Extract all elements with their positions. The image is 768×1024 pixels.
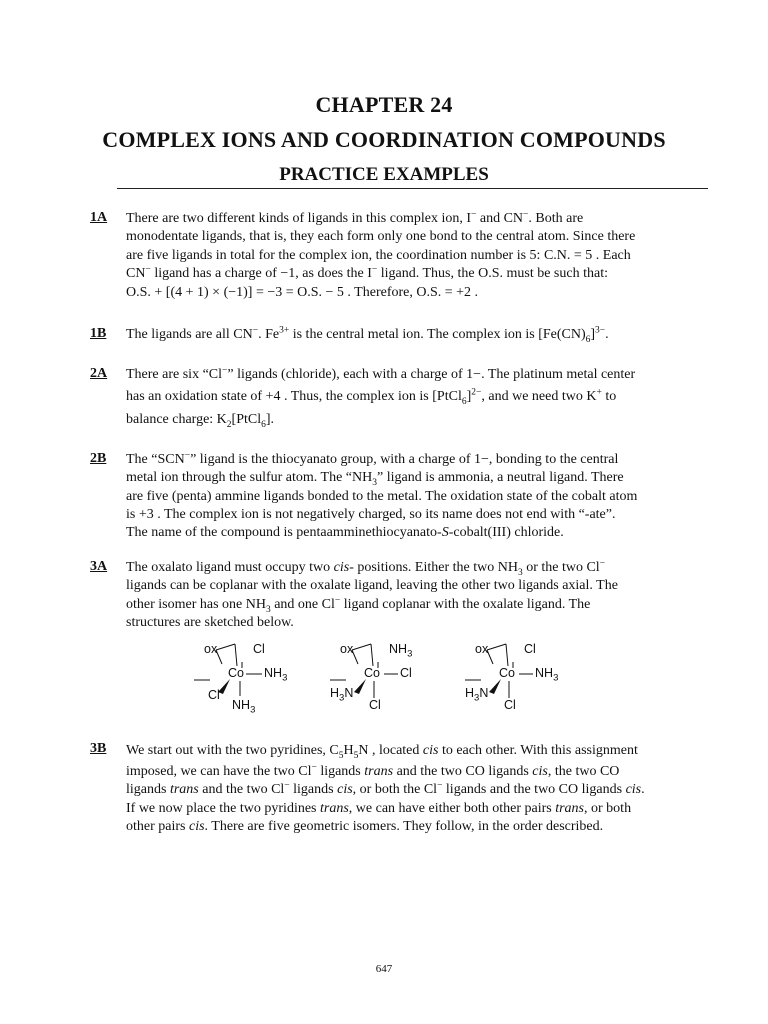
isomer-structure-1 [190, 640, 310, 720]
header-rule [117, 188, 708, 189]
label-2b: 2B [90, 451, 107, 466]
answer-3a: The oxalato ligand must occupy two cis- positions. Either the two $NH_3$ or the two Cl− ligands can be coplanar with the oxalate ligand, leaving the other two ligands axial. The other isomer has one $NH_3$ and one Cl− ligand coplanar with the oxalate ligand. The structures are sketched below. [126, 558, 618, 630]
answer-1b: The ligands are all CN−. $Fe^{3+}$ is the central metal ion. The complex ion is $[Fe(CN)_6]^{3-}$. [126, 325, 609, 345]
label-3a: 3A [90, 559, 108, 574]
ox-ligand: ox [340, 642, 354, 656]
isomer-structure-2 [326, 640, 446, 720]
label-2a: 2A [90, 366, 108, 381]
ligand-bottom: $NH_3$ [232, 698, 256, 716]
chapter-title: COMPLEX IONS AND COORDINATION COMPOUNDS [102, 127, 666, 152]
chapter-number: CHAPTER 24 [315, 92, 453, 117]
answer-2b: The “SCN−” ligand is the thiocyanato group, with a charge of 1−, bonding to the central metal ion through the sulfur atom. The “$NH_3$” ligand is ammonia, a neutral ligand. There are five (penta) ammine ligands bonded to the metal. The oxidation state of the cobalt atom is +3 . The complex ion is not negatively charged, so its name does not end with “-ate”. The name of the compound is pentaamminethiocyanato-S-cobalt(III) chloride. [126, 450, 638, 541]
ligand-bottom: Cl [369, 698, 381, 712]
isomer-structure-3 [461, 640, 581, 720]
ligand-left: Cl [208, 688, 220, 702]
ligand-top: Cl [524, 642, 536, 656]
cobalt-center: Co [364, 666, 380, 680]
ligand-top: Cl [253, 642, 265, 656]
cobalt-center: Co [228, 666, 244, 680]
section-title: PRACTICE EXAMPLES [279, 164, 489, 185]
ligand-left: $H_3N$ [465, 686, 489, 704]
label-3b: 3B [90, 741, 107, 756]
label-1a: 1A [90, 210, 108, 225]
cobalt-center: Co [499, 666, 515, 680]
ox-ligand: ox [475, 642, 489, 656]
ox-ligand: ox [204, 642, 218, 656]
label-1b: 1B [90, 326, 107, 341]
ligand-bottom: Cl [504, 698, 516, 712]
page-number: 647 [375, 963, 393, 975]
answer-3b: We start out with the two pyridines, $C_5H_5N$ , located cis to each other. With this assignment imposed, we can have the two Cl− ligands trans and the two CO ligands cis, the two CO ligands trans and the two Cl− ligands cis, or both the Cl− ligands and the two CO ligands cis. If we now place the two pyridines trans, we can have either both other pairs trans, or both other pairs cis. There are five geometric isomers. They follow, in the order described. [126, 743, 645, 834]
answer-1a: There are two different kinds of ligands in this complex ion, I− and CN−. Both are monodentate ligands, that is, they each form only one bond to the central atom. Since there are five ligands in total for the complex ion, the coordination number is 5: C.N. = 5 . Each CN− ligand has a charge of −1, as does the I− ligand. Thus, the O.S. must be such that: O.S. + [(4 + 1) × (−1)] = −3 = O.S. − 5 . Therefore, O.S. = +2 . [126, 209, 636, 301]
ligand-top: $NH_3$ [389, 642, 413, 660]
ligand-right: $NH_3$ [264, 666, 288, 684]
ligand-right: $NH_3$ [535, 666, 559, 684]
ligand-left: $H_3N$ [330, 686, 354, 704]
ligand-right: Cl [400, 666, 412, 680]
answer-2a: There are six “Cl−” ligands (chloride), each with a charge of 1−. The platinum metal center has an oxidation state of +4 . Thus, the complex ion is [PtCl$_6$]$^{2-}$, and we need two K+ to balance charge: $K_2[PtCl_6]$. [126, 365, 636, 431]
